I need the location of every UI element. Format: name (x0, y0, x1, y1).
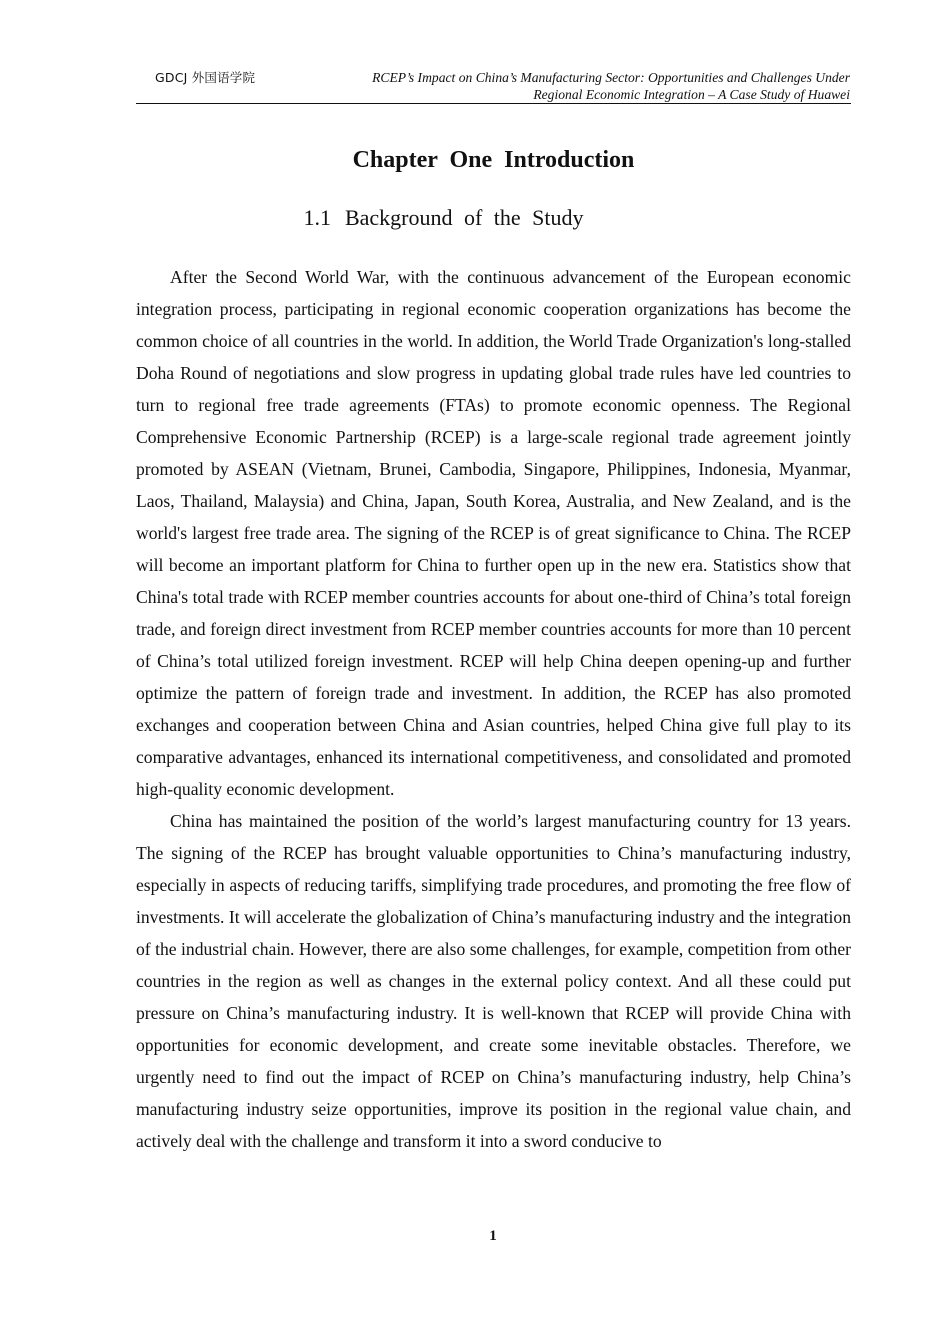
header-divider (136, 103, 851, 104)
section-heading (86, 205, 801, 231)
header-title-line-1: RCEP’s Impact on China’s Manufacturing Sector: Opportunities and Challenges Under (372, 70, 850, 85)
chapter-title: Chapter One Introduction (352, 147, 635, 173)
paragraph: After the Second World War, with the continuous advancement of the European economic integration process, participating in regional economic cooperation organizations has become the common choice of all countries in the world. In addition, the World Trade Organization's long-stalled Doha Round of negotiations and slow progress in updating global trade rules have led countries to turn to regional free trade agreements (FTAs) to promote economic openness. The Regional Comprehensive Economic Partnership (RCEP) is a large-scale regional trade agreement jointly promoted by ASEAN (Vietnam, Brunei, Cambodia, Singapore, Philippines, Indonesia, Myanmar, Laos, Thailand, Malaysia) and China, Japan, South Korea, Australia, and New Zealand, and is the world's largest free trade area. The signing of the RCEP is of great significance to China. The RCEP will become an important platform for China to further open up in the new era. Statistics show that China's total trade with RCEP member countries accounts for about one-third of China’s total foreign trade, and foreign direct investment from RCEP member countries accounts for more than 10 percent of China’s total utilized foreign investment. RCEP will help China deepen opening-up and further optimize the pattern of foreign trade and investment. In addition, the RCEP has also promoted exchanges and cooperation between China and Asian countries, helped China give full play to its comparative advantages, enhanced its international competitiveness, and consolidated and promoted high-quality economic development. (136, 267, 851, 799)
header-title-line-2: Regional Economic Integration – A Case Study of Huawei (533, 87, 850, 102)
page-number: 1 (489, 1228, 497, 1244)
section-number: 1.1 (303, 205, 331, 230)
header-running-title (290, 69, 850, 103)
header-institution: GDCJ 外国语学院 (155, 70, 256, 85)
section-title: Background of the Study (344, 205, 584, 230)
body-text (136, 261, 851, 1157)
paragraph: China has maintained the position of the world’s largest manufacturing country for 13 years. The signing of the RCEP has brought valuable opportunities to China’s manufacturing industry, especially in aspects of reducing tariffs, simplifying trade procedures, and promoting the free flow of investments. It will accelerate the globalization of China’s manufacturing industry and the integration of the industrial chain. However, there are also some challenges, for example, competition from other countries in the region as well as changes in the external policy context. And all these could put pressure on China’s manufacturing industry. It is well-known that RCEP will provide China with opportunities for economic development, and create some inevitable obstacles. Therefore, we urgently need to find out the impact of RCEP on China’s manufacturing industry, help China’s manufacturing industry seize opportunities, improve its position in the regional value chain, and actively deal with the challenge and transform it into a sword conducive to (136, 811, 851, 1151)
